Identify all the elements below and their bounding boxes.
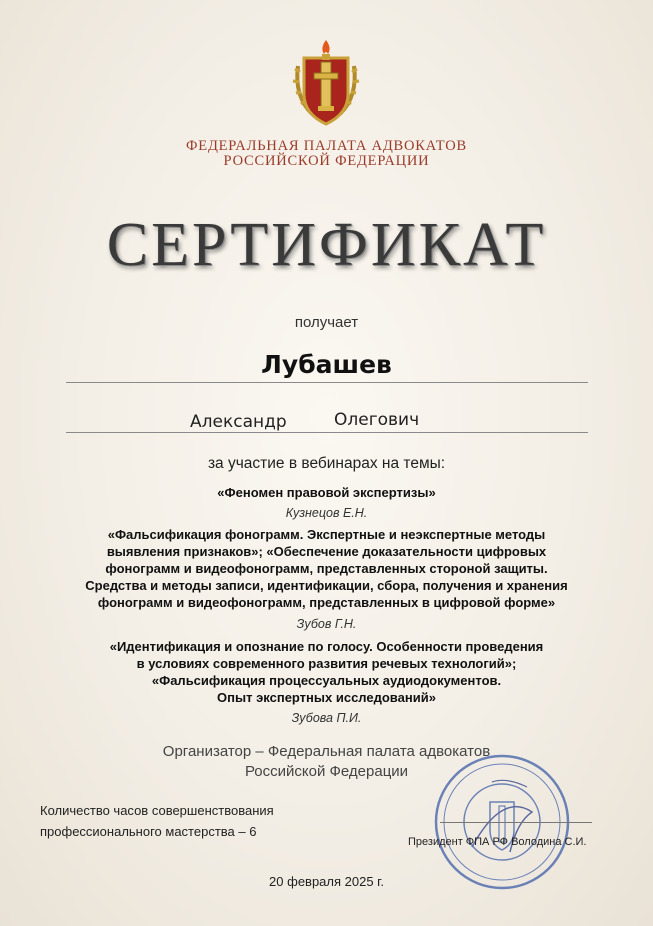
topic-1 xyxy=(0,484,653,501)
topic-line: «Фальсификация фонограмм. Экспертные и неэкспертные методы xyxy=(107,527,546,542)
recipient-patronymic: Олегович xyxy=(334,410,420,430)
org-name-line1: ФЕДЕРАЛЬНАЯ ПАЛАТА АДВОКАТОВ xyxy=(186,138,467,154)
fpa-emblem-icon xyxy=(290,36,362,128)
surname-underline xyxy=(66,382,588,383)
topic-3-author: Зубова П.И. xyxy=(291,711,362,725)
organizer-line2: Российской Федерации xyxy=(244,763,409,780)
webinars-intro: за участие в вебинарах на темы: xyxy=(207,455,446,472)
topic-1-author: Кузнецов Е.Н. xyxy=(285,506,368,520)
given-name-underline xyxy=(66,432,588,433)
org-name-line2: РОССИЙСКОЙ ФЕДЕРАЦИИ xyxy=(223,153,430,169)
issue-date: 20 февраля 2025 г. xyxy=(269,874,384,889)
topic-line: «Идентификация и опознание по голосу. Особенности проведения xyxy=(109,639,544,654)
topic-line: «Феномен правовой экспертизы» xyxy=(217,485,436,500)
topic-line: фонограмм и видеофонограмм, представленных стороной защиты. xyxy=(105,561,548,576)
hours-line1: Количество часов совершенствования xyxy=(40,803,274,818)
certificate-title: СЕРТИФИКАТ xyxy=(106,211,547,279)
topic-line: «Фальсификация процессуальных аудиодокументов. xyxy=(151,673,502,688)
signature-line xyxy=(440,822,592,823)
organizer-line1: Организатор – Федеральная палата адвокатов xyxy=(162,743,491,760)
topic-line: в условиях современного развития речевых технологий»; xyxy=(136,656,517,671)
hours-info xyxy=(40,800,274,842)
topic-line: Опыт экспертных исследований» xyxy=(217,690,436,705)
topic-2-author: Зубов Г.Н. xyxy=(296,617,357,631)
receives-label: получает xyxy=(294,314,359,331)
president-signature-label: Президент ФПА РФ Володина С.И. xyxy=(408,836,587,848)
recipient-surname: Лубашев xyxy=(261,350,392,379)
topic-line: Средства и методы записи, идентификации, сбора, получения и хранения xyxy=(85,578,568,593)
hours-line2: профессионального мастерства – 6 xyxy=(40,824,257,839)
topic-2 xyxy=(0,526,653,611)
topic-line: выявления признаков»; «Обеспечение доказательности цифровых xyxy=(106,544,547,559)
recipient-first-name: Александр xyxy=(190,412,287,432)
topic-3 xyxy=(0,638,653,706)
topic-line: фонограмм и видеофонограмм, представленных в цифровой форме» xyxy=(97,595,556,610)
